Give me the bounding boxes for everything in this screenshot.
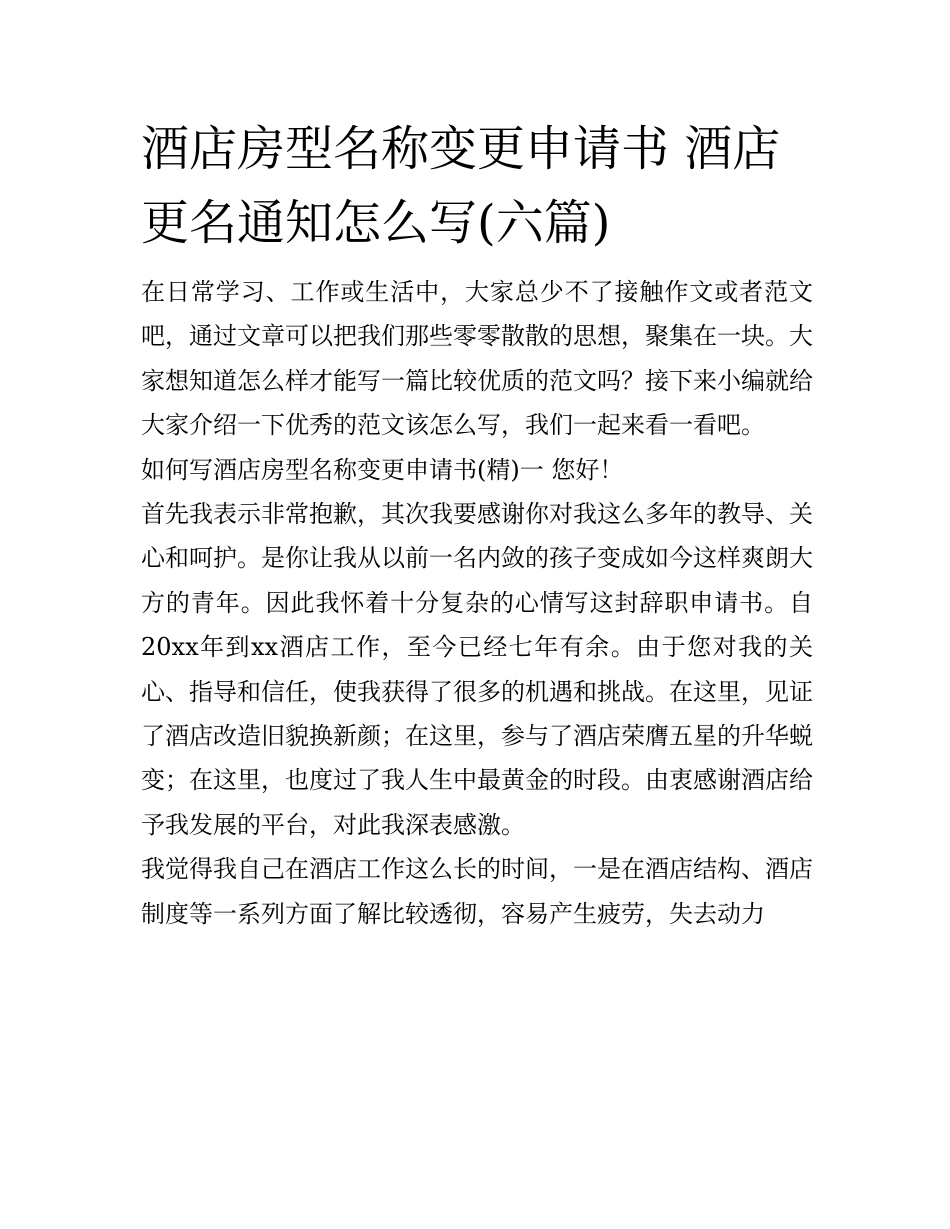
- paragraph-reasons: 我觉得我自己在酒店工作这么长的时间，一是在酒店结构、酒店制度等一系列方面了解比较透彻，容易产生疲劳，失去动力: [141, 855, 813, 928]
- paragraph-heading-greeting: 如何写酒店房型名称变更申请书(精)一 您好！: [141, 455, 624, 484]
- paragraph-gratitude: 首先我表示非常抱歉，其次我要感谢你对我这么多年的教导、关心和呵护。是你让我从以前一名内敛的孩子变成如今这样爽朗大方的青年。因此我怀着十分复杂的心情写这封辞职申请书。自20xx年到xx酒店工作，至今已经七年有余。由于您对我的关心、指导和信任，使我获得了很多的机遇和挑战。在这里，见证了酒店改造旧貌换新颜；在这里，参与了酒店荣膺五星的升华蜕变；在这里，也度过了我人生中最黄金的时段。由衷感谢酒店给予我发展的平台，对此我深表感激。: [141, 500, 813, 839]
- paragraph-intro: 在日常学习、工作或生活中，大家总少不了接触作文或者范文吧，通过文章可以把我们那些零零散散的思想，聚集在一块。大家想知道怎么样才能写一篇比较优质的范文吗？接下来小编就给大家介绍一下优秀的范文该怎么写，我们一起来看一看吧。: [141, 278, 813, 440]
- document-title: 酒店房型名称变更申请书 酒店更名通知怎么写(六篇): [141, 121, 781, 251]
- document-body: [141, 270, 813, 936]
- document-page: [141, 112, 813, 936]
